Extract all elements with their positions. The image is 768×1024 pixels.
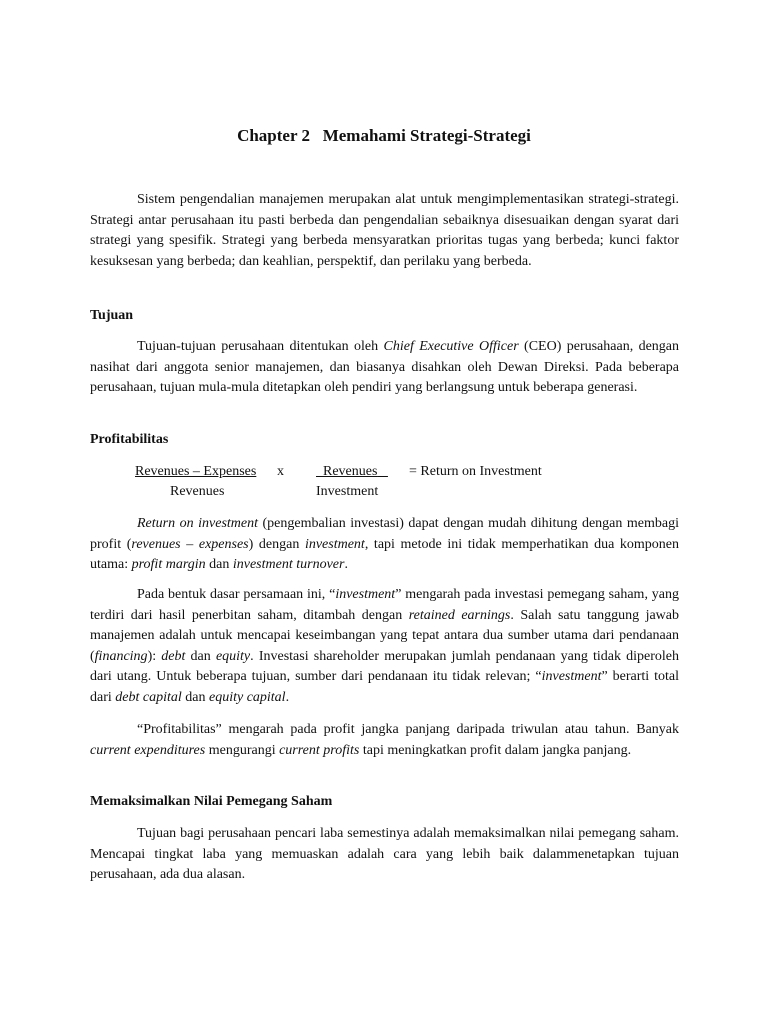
- formula-numerator-1: Revenues – Expenses: [135, 464, 257, 479]
- intro-paragraph: Sistem pengendalian manajemen merupakan alat untuk mengimplementasikan strategi-strategi. Strategi antar perusahaan itu pasti berbeda dan pengendalian sebaiknya disesuaikan dengan syarat dari strategi yang spesifik. Strategi yang berbeda mensyaratkan prioritas tugas yang berbeda; kunci faktor kesuksesan yang berbeda; dan keahlian, perspektif, dan perilaku yang berbeda.: [90, 192, 679, 269]
- tujuan-heading: Tujuan: [90, 308, 134, 323]
- formula-numerator-2: Revenues: [323, 464, 378, 479]
- nilai-paragraph: Tujuan bagi perusahaan pencari laba semestinya adalah memaksimalkan nilai pemegang saham. Mencapai tingkat laba yang memuaskan adalah cara yang lebih baik dalammenetapkan tujuan perusahaan, ada dua alasan.: [90, 826, 679, 882]
- formula-denominator-1: Revenues: [170, 484, 225, 499]
- tujuan-paragraph: Tujuan-tujuan perusahaan ditentukan oleh Chief Executive Officer (CEO) perusahaan, dengan nasihat dari anggota senior manajemen, dan biasanya disahkan oleh Dewan Direksi. Pada beberapa perusahaan, tujuan mula-mula ditetapkan oleh pendiri yang berlangsung untuk beberapa generasi.: [90, 339, 680, 395]
- formula-result: = Return on Investment: [409, 464, 542, 479]
- formula-denominator-2: Investment: [316, 484, 379, 499]
- roi-paragraph: Return on investment (pengembalian investasi) dapat dengan mudah dihitung dengan membagi profit (revenues – expenses) dengan investment, tapi metode ini tidak memperhatikan dua komponen utama: profit margin dan investment turnover.: [90, 516, 679, 572]
- investment-paragraph: Pada bentuk dasar persamaan ini, “investment” mengarah pada investasi pemegang saham, yang terdiri dari hasil penerbitan saham, ditambah dengan retained earnings. Salah satu tanggung jawab manajemen adalah untuk mencapai keseimbangan yang tepat antara dua sumber utama dari pendanaan (financing): debt dan equity. Investasi shareholder merupakan jumlah pendanaan yang tidak diperoleh dari utang. Untuk beberapa tujuan, sumber dari pendanaan itu tidak relevan; “investment” berarti total dari debt capital dan equity capital.: [90, 587, 680, 705]
- nilai-heading: Memaksimalkan Nilai Pemegang Saham: [90, 794, 333, 809]
- profitabilitas-paragraph: “Profitabilitas” mengarah pada profit jangka panjang daripada triwulan atau tahun. Banyak current expenditures mengurangi current profits tapi meningkatkan profit dalam jangka panjang.: [90, 722, 679, 758]
- profitabilitas-heading: Profitabilitas: [90, 432, 169, 447]
- formula-times: x: [277, 464, 284, 479]
- chapter-title: Chapter 2 Memahami Strategi-Strategi: [237, 126, 531, 145]
